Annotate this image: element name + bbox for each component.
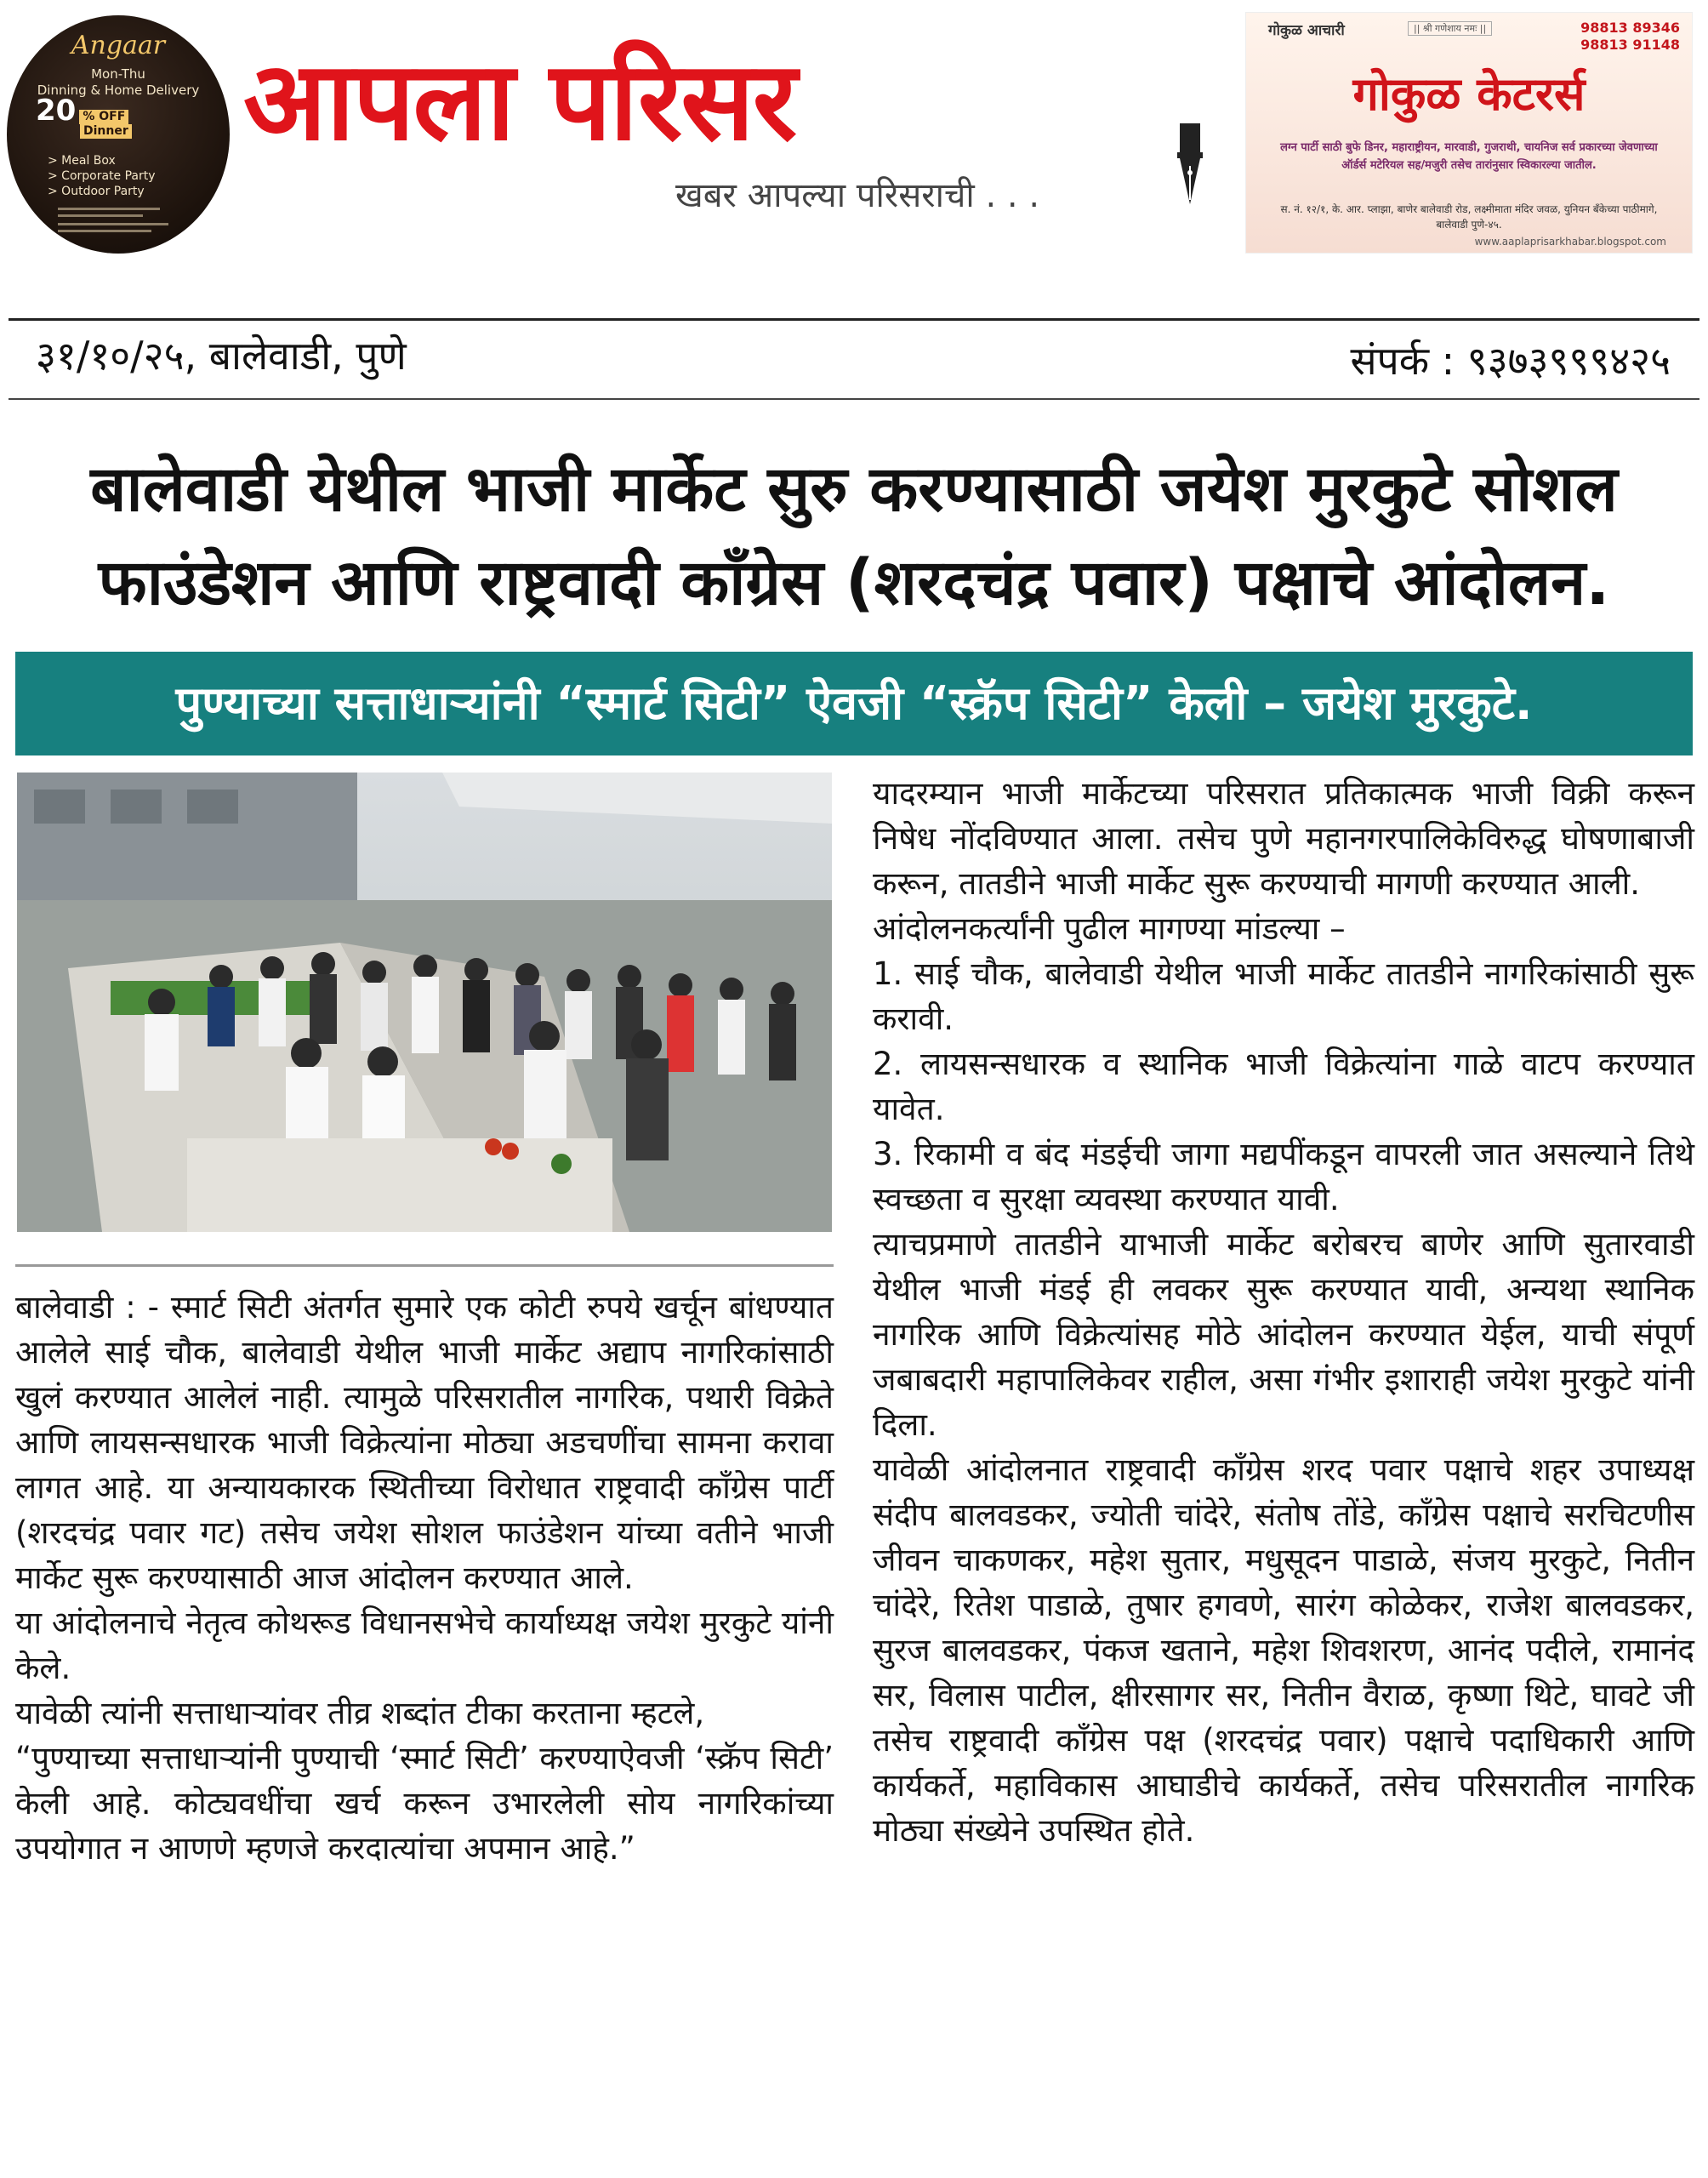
ad-service: Dinning & Home Delivery	[37, 83, 200, 98]
demand-item: 1. साई चौक, बालेवाडी येथील भाजी मार्केट तातडीने नागरिकांसाठी सुरू करावी.	[873, 955, 1694, 1037]
article-paragraph: या आंदोलनाचे नेतृत्व कोथरूड विधानसभेचे कार्याध्यक्ष जयेश मुरकुटे यांनी केले.	[15, 1605, 834, 1686]
ad-brand: Angaar	[71, 31, 166, 60]
gokul-caterers-advertisement	[1245, 12, 1693, 254]
article-column-right	[873, 771, 1694, 1853]
ad-service-item: > Outdoor Party	[48, 185, 145, 198]
ad-service-item: > Meal Box	[48, 154, 116, 168]
demand-item: 2. लायसन्सधारक व स्थानिक भाजी विक्रेत्यांना गाळे वाटप करण्यात यावेत.	[873, 1046, 1694, 1127]
newspaper-tagline: खबर आपल्या परिसराची . . .	[675, 176, 1040, 215]
article-paragraph: यादरम्यान भाजी मार्केटच्या परिसरात प्रतिकात्मक भाजी विक्री करून निषेध नोंदविण्यात आला. तसेच पुणे महानगरपालिकेविरुद्ध घोषणाबाजी करून, तातडीने भाजी मार्केट सुरू करण्याची मागणी करण्यात आली.	[873, 775, 1694, 902]
article-paragraph: आंदोलनकर्त्यांनी पुढील मागण्या मांडल्या –	[873, 910, 1346, 947]
bottom-divider	[9, 398, 1699, 400]
ad-fine-print-icon	[58, 204, 185, 238]
headline	[34, 442, 1674, 630]
ad-address: स. नं. १२/१, के. आर. प्लाझा, बाणेर बालेवाडी रोड, लक्ष्मीमाता मंदिर जवळ, युनियन बँकेच्या पाठीमागे, बालेवाडी पुणे-४५.	[1280, 203, 1658, 231]
ad-website: www.aaplaprisarkhabar.blogspot.com	[1474, 236, 1666, 248]
ad-phones	[1580, 20, 1680, 54]
newspaper-title: आपला परिसर	[243, 38, 796, 165]
protest-photo	[17, 773, 832, 1232]
article-paragraph: यावेळी त्यांनी सत्ताधाऱ्यांवर तीव्र शब्दांत टीका करताना म्हटले,	[15, 1695, 705, 1731]
ad-slogan: || श्री गणेशाय नमः ||	[1408, 21, 1492, 36]
top-divider	[9, 318, 1699, 321]
article-column-left	[15, 1285, 834, 1871]
contact-number: संपर्क : ९३७३९९९४२५	[1350, 338, 1671, 384]
article-paragraph: यावेळी आंदोलनात राष्ट्रवादी कॉंग्रेस शरद पवार पक्षाचे शहर उपाध्यक्ष संदीप बालवडकर, ज्योती चांदेरे, संतोष तोंडे, कॉंग्रेस पक्षाचे सरचिटणीस जीवन चाकणकर, महेश सुतार, मधुसूदन पाडाळे, संजय मुरकुटे, नितीन चांदेरे, रितेश पाडाळे, तुषार हगवणे, सारंग कोळेकर, राजेश बालवडकर, सुरज बालवडकर, पंकज खताने, महेश शिवशरण, आनंद पदीले, रामानंद सर, विलास पाटील, क्षीरसागर सर, नितीन वैराळ, कृष्णा थिटे, घावटे जी तसेच राष्ट्रवादी कॉंग्रेस पक्ष (शरदचंद्र पवार) पक्षाचे पदाधिकारी आणि कार्यकर्ते, महाविकास आघाडीचे कार्यकर्ते, तसेच परिसरातील नागरिक मोठ्या संख्येने उपस्थित होते.	[873, 1451, 1694, 1849]
article-paragraph: त्याचप्रमाणे तातडीने याभाजी मार्केट बरोबरच बाणेर आणि सुतारवाडी येथील भाजी मंडई ही लवकर सुरू करण्यात यावी, अन्यथा स्थानिक नागरिक आणि विक्रेत्यांसह मोठे आंदोलन करण्यात येईल, याची संपूर्ण जबाबदारी महापालिकेवर राहील, असा गंभीर इशाराही जयेश मुरकुटे यांनी दिला.	[873, 1226, 1694, 1443]
ad-days: Mon-Thu	[91, 66, 145, 82]
ad-offer	[36, 94, 132, 139]
ad-owner: गोकुळ आचारी	[1268, 22, 1345, 39]
ad-offer-number: 20	[36, 94, 77, 128]
ad-business-name: गोकुळ केटरर्स	[1352, 67, 1586, 121]
photo-caption-rule	[15, 1264, 834, 1267]
angaar-advertisement	[7, 15, 230, 254]
fountain-pen-icon	[1174, 123, 1206, 204]
date-place: ३१/१०/२५, बालेवाडी, पुणे	[36, 333, 407, 379]
ad-offer-text: % OFF	[79, 110, 128, 124]
demand-item: 3. रिकामी व बंद मंडईची जागा मद्यपींकडून वापरली जात असल्याने तिथे स्वच्छता व सुरक्षा व्यवस्था करण्यात यावी.	[873, 1136, 1694, 1217]
ad-phone: 98813 91148	[1580, 37, 1680, 53]
headline-line-2: फाउंडेशन आणि राष्ट्रवादी कॉंग्रेस (शरदचंद्र पवार) पक्षाचे आंदोलन.	[98, 546, 1610, 619]
ad-description: लग्न पार्टी साठी बुफे डिनर, महाराष्ट्रीयन, मारवाडी, गुजराथी, चायनिज सर्व प्रकारच्या जेवणाच्या ऑर्डर्स मटेरियल सह/मजुरी तसेच तारांनुसार स्विकारल्या जातील.	[1280, 141, 1658, 172]
ad-offer-meal: Dinner	[80, 124, 132, 139]
ad-services	[48, 153, 156, 199]
article-paragraph: बालेवाडी : - स्मार्ट सिटी अंतर्गत सुमारे एक कोटी रुपये खर्चून बांधण्यात आलेले साई चौक, बालेवाडी येथील भाजी मार्केट अद्याप नागरिकांसाठी खुलं करण्यात आलेलं नाही. त्यामुळे परिसरातील नागरिक, पथारी विक्रेते आणि लायसन्सधारक भाजी विक्रेत्यांना मोठ्या अडचणींचा सामना करावा लागत आहे. या अन्यायकारक स्थितीच्या विरोधात राष्ट्रवादी कॉंग्रेस पार्टी (शरदचंद्र पवार गट) तसेच जयेश सोशल फाउंडेशन यांच्या वतीने भाजी मार्केट सुरू करण्यासाठी आज आंदोलन करण्यात आले.	[15, 1289, 834, 1596]
subheadline: पुण्याच्या सत्ताधाऱ्यांनी “स्मार्ट सिटी” ऐवजी “स्क्रॅप सिटी” केली – जयेश मुरकुटे.	[175, 676, 1533, 730]
ad-service-item: > Corporate Party	[48, 169, 156, 183]
headline-line-1: बालेवाडी येथील भाजी मार्केट सुरु करण्यासाठी जयेश मुरकुटे सोशल	[90, 453, 1618, 526]
ad-phone: 98813 89346	[1580, 20, 1680, 36]
article-quote: “पुण्याच्या सत्ताधाऱ्यांनी पुण्याची ‘स्मार्ट सिटी’ करण्याऐवजी ‘स्क्रॅप सिटी’ केली आहे. कोट्यवधींचा खर्च करून उभारलेली सोय नागरिकांच्या उपयोगात न आणणे म्हणजे करदात्यांचा अपमान आहे.”	[15, 1740, 834, 1867]
